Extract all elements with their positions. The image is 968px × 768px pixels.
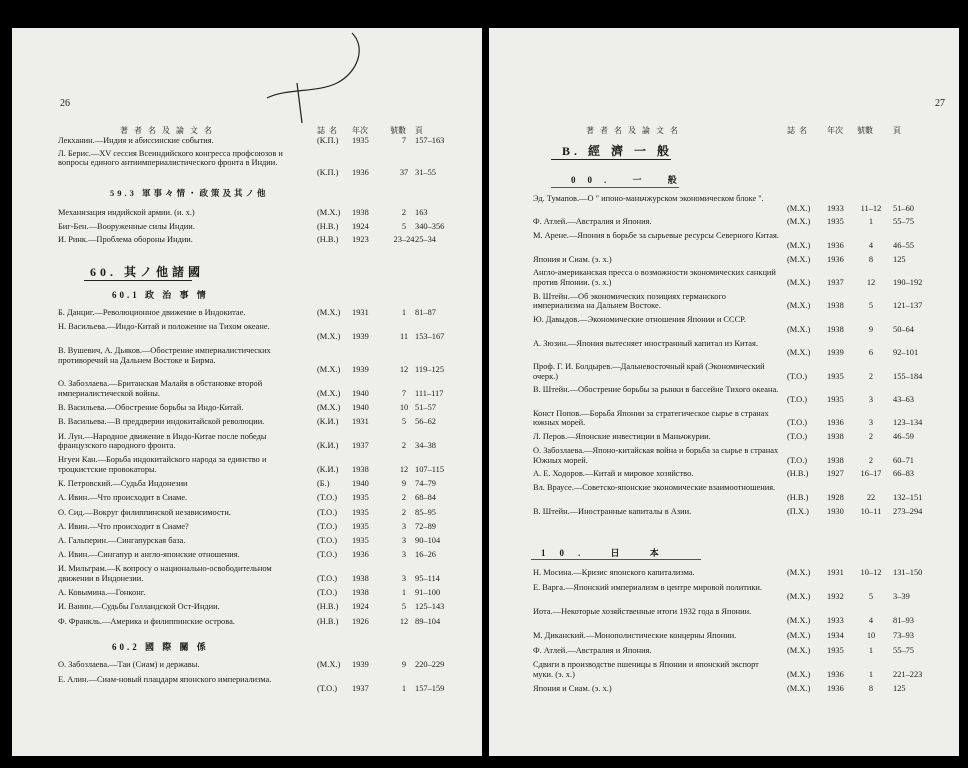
entry-title: Е. Варга.—Японский империализм в центре мировой политики. [533,582,762,592]
entry-issue: 5 [868,301,874,311]
entry-title: А. Ивин.—Что происходит в Сиаме. [58,493,188,503]
entry-title: И. Лун.—Народное движение в Индо-Китае после победы французского народного фронта. [58,431,267,451]
entry-source: (Т.О.) [317,550,338,560]
entry-pages: 51–60 [893,203,914,213]
entry-issue: 5 [868,592,874,602]
entry-issue: 12 [399,365,409,375]
entry-source: (М.Х.) [787,631,811,640]
entry-pages: 60–71 [893,455,914,465]
entry-year: 1935 [827,645,844,655]
entry-source: (Н.В.) [317,235,339,245]
entry-issue: 2 [401,493,407,503]
entry-title: И. Ванин.—Судьбы Голландской Ост-Индии. [58,602,220,612]
entry-title: А. Ивин.—Что происходит в Сиаме? [58,521,189,531]
entry-year: 1940 [352,479,369,489]
column-header-title: 著 者 名 及 論 文 名 [586,126,680,135]
entry-issue: 6 [868,348,874,358]
column-header-title: 著 者 名 及 論 文 名 [120,126,214,135]
entry-source: (М.Х.) [787,278,811,287]
entry-pages: 273–294 [893,506,923,516]
entry-source: (М.Х.) [787,301,811,311]
entry-title: Механизация индийской армии. (и. х.) [58,208,195,217]
entry-pages: 85–95 [415,507,436,517]
entry-pages: 340–356 [415,221,445,231]
column-header-source: 誌 名 [787,126,808,135]
entry-title: К. Петровский.—Судьба Индонезии [58,479,188,489]
entry-year: 1936 [827,684,844,694]
entry-pages: 3–39 [893,592,910,602]
entry-issue: 5 [401,221,407,231]
entry-source: (М.Х.) [787,324,811,334]
entry-source: (Т.О.) [317,684,338,694]
entry-issue: 9 [868,324,874,334]
entry-issue: 37 [399,167,409,177]
entry-year: 1936 [352,550,369,560]
entry-title: М. Диканский.—Монополистические концерны Японии. [533,631,737,640]
entry-source: (Т.О.) [317,507,338,517]
entry-issue: 10 [866,631,876,640]
entry-title: М. Арене.—Япония в борьбе за сырьевые ресурсы Северного Китая. [533,231,779,241]
pencil-mark [257,28,377,128]
entry-source: (Н.В.) [317,602,339,612]
entry-title: Лекханин.—Индия и абиссинские события. [58,136,214,145]
entry-year: 1939 [827,348,844,358]
entry-pages: 31–55 [415,167,436,177]
entry-issue: 10–12 [860,568,882,577]
entry-year: 1935 [827,371,844,381]
entry-pages: 155–184 [893,371,923,381]
entry-source: (М.Х.) [787,592,811,602]
entry-pages: 55–75 [893,645,914,655]
entry-year: 1938 [827,455,844,465]
entry-title: Проф. Г. И. Болдырев.—Дальневосточный край (Экономический очерк.) [533,362,765,381]
entry-source: (М.Х.) [787,203,811,213]
entry-title: Н. Васильева.—Индо-Китай и положение на Тихом океане. [58,322,270,332]
right-page [489,28,959,756]
column-header-year: 年次 [827,126,843,135]
entry-source: (Т.О.) [317,521,338,531]
entry-source: (Н.В.) [317,221,339,231]
entry-source: (М.Х.) [317,308,341,317]
entry-pages: 73–93 [893,631,914,640]
entry-source: (Т.О.) [787,455,808,465]
entry-pages: 125 [893,254,906,264]
entry-source: (М.Х.) [787,669,811,679]
entry-title: О. Забозлаева.—Таи (Сиам) и державы. [58,660,200,669]
entry-title: Нгуен Кан.—Борьба индокитайского народа за единство и троцкистские провокаторы. [58,455,267,474]
entry-pages: 16–26 [415,550,436,560]
entry-source: (П.Х.) [787,506,809,516]
entry-year: 1938 [352,588,369,598]
entry-title: В. Штейн.—Обострение борьбы за рынки в бассейне Тихого океана. [533,385,779,395]
entry-issue: 2 [401,208,407,217]
entry-year: 1928 [827,492,844,502]
entry-year: 1935 [827,217,844,227]
entry-title: Англо-американская пресса о возможности экономических санкций против Японии. (э. х.) [533,268,776,287]
entry-pages: 125 [893,684,906,694]
entry-title: А. Гальперин.—Сингапурская база. [58,536,186,545]
entry-issue: 2 [401,441,407,451]
entry-pages: 121–137 [893,301,923,311]
entry-pages: 111–117 [415,389,444,398]
entry-issue: 3 [401,536,407,545]
column-header-year: 年次 [352,126,368,135]
section-heading: B. 經 濟 一 般 [562,144,674,158]
entry-source: (К.И.) [317,465,339,474]
entry-pages: 90–104 [415,536,441,545]
entry-pages: 89–104 [415,616,441,626]
entry-year: 1936 [352,167,369,177]
entry-pages: 190–192 [893,278,923,287]
entry-issue: 3 [401,550,407,560]
entry-issue: 10 [399,403,409,413]
section-heading: 60. 其ノ他諸國 [90,265,205,279]
entry-source: (Т.О.) [787,418,808,428]
entry-issue: 1 [868,217,874,227]
entry-pages: 50–64 [893,324,914,334]
entry-year: 1936 [827,418,844,428]
subsection-heading: 00. 一 般 [571,175,689,185]
entry-source: (М.Х.) [787,348,811,358]
entry-issue: 3 [868,395,874,404]
entry-pages: 92–101 [893,348,919,358]
entry-source: (М.Х.) [787,684,811,694]
subsection-underline [551,187,679,188]
entry-title: В. Вушевич, А. Дьяков.—Обострение империалистических противоречий на Дальнем Востоке и Бирма. [58,346,271,365]
entry-year: 1939 [352,660,369,669]
entry-title: В. Васильева.—Обострение борьбы за Индо-Китай. [58,403,244,413]
entry-pages: 163 [415,208,428,217]
entry-pages: 56–62 [415,417,436,427]
entry-title: Вл. Враусе.—Советско-японские экономические взаимоотношения. [533,483,776,493]
entry-source: (М.Х.) [787,217,811,227]
entry-source: (Б.) [317,479,330,489]
entry-title: О. Забозлаева.—Британская Малайя в обстановке второй империалистической войны. [58,379,263,398]
entry-title: Н. Мосина.—Кризис японского капитализма. [533,568,695,577]
entry-year: 1933 [827,203,844,213]
entry-title: А. Е. Ходоров.—Китай и мировое хозяйство. [533,469,694,479]
entry-pages: 157–163 [415,136,445,145]
entry-title: Л. Перов.—Японские инвестиции в Маньчжурии. [533,432,711,442]
entry-year: 1936 [827,669,844,679]
subsection-underline [531,559,701,560]
entry-year: 1937 [827,278,844,287]
entry-pages: 81–93 [893,616,914,626]
entry-source: (Т.О.) [787,395,808,404]
entry-title: И. Мильграм.—К вопросу о национально-освободительном движении в Индонезии. [58,564,272,583]
entry-title: Е. Алин.—Сиам-новый плацдарм японского империализма. [58,674,272,684]
entry-pages: 51–57 [415,403,436,413]
entry-source: (К.И.) [317,417,339,427]
entry-issue: 10–11 [860,506,882,516]
entry-source: (Н.В.) [787,469,809,479]
entry-year: 1938 [352,208,369,217]
entry-issue: 4 [868,240,874,250]
entry-year: 1936 [827,240,844,250]
entry-pages: 68–84 [415,493,436,503]
section-underline [551,159,671,160]
entry-year: 1938 [352,574,369,583]
entry-source: (М.Х.) [317,389,341,398]
entry-issue: 2 [401,507,407,517]
entry-year: 1937 [352,441,369,451]
entry-title: В. Штейн.—Об экономических позициях германского империализма на Дальнем Востоке. [533,291,726,311]
entry-source: (Т.О.) [787,432,808,442]
entry-pages: 81–87 [415,308,436,317]
entry-pages: 220–229 [415,660,445,669]
entry-pages: 123–134 [893,418,923,428]
entry-source: (Н.В.) [787,492,809,502]
entry-title: О. Сид.—Вокруг филиппинской независимости. [58,507,231,517]
subsection-heading: 60.2 國 際 關 係 [112,642,209,652]
entry-source: (М.Х.) [787,254,811,264]
entry-issue: 1 [868,669,874,679]
entry-pages: 46–55 [893,240,914,250]
entry-issue: 2 [868,432,874,442]
entry-pages: 132–151 [893,492,923,502]
entry-source: (К.И.) [317,441,339,451]
entry-title: Б. Данциг.—Революционное движение в Индокитае. [58,308,246,317]
entry-source: (Т.О.) [317,588,338,598]
entry-year: 1939 [352,365,369,375]
entry-title: Ф. Атлей.—Австралия и Япония. [533,645,652,655]
entry-source: (Т.О.) [317,574,338,583]
entry-year: 1923 [352,235,369,245]
entry-pages: 66–83 [893,469,914,479]
entry-issue: 12 [399,465,409,474]
entry-year: 1927 [827,469,844,479]
entry-pages: 34–38 [415,441,436,451]
entry-source: (М.Х.) [317,208,341,217]
entry-title: Биг-Бен.—Вооруженные силы Индии. [58,221,195,231]
section-underline [84,280,192,281]
column-header-source: 誌 名 [317,126,338,135]
entry-year: 1935 [352,136,369,145]
entry-year: 1932 [827,592,844,602]
column-header-issue: 號數 [857,126,873,135]
entry-pages: 72–89 [415,521,436,531]
left-page [12,28,482,756]
entry-year: 1937 [352,684,369,694]
entry-source: (К.П.) [317,167,339,177]
entry-year: 1935 [352,493,369,503]
entry-title: И. Ринк.—Проблема обороны Индии. [58,235,193,245]
entry-year: 1938 [827,301,844,311]
entry-issue: 1 [868,645,874,655]
entry-year: 1935 [352,536,369,545]
entry-title: Л. Берис.—XV сессия Всеиндийского конгресса профсоюзов и вопросы единого антиимпериалистического фронта в Индии. [58,148,283,168]
entry-issue: 5 [401,602,407,612]
entry-year: 1934 [827,631,844,640]
entry-title: Ю. Давыдов.—Экономические отношения Японии и СССР. [533,315,746,325]
entry-source: (Т.О.) [787,371,808,381]
entry-issue: 11–12 [860,203,882,213]
entry-issue: 7 [401,389,407,398]
entry-issue: 3 [868,418,874,428]
entry-issue: 12 [399,616,409,626]
entry-pages: 25–34 [415,235,436,245]
entry-source: (М.Х.) [787,568,811,577]
entry-title: Япония и Сиам. (э. х.) [533,254,612,264]
entry-year: 1926 [352,616,369,626]
entry-pages: 157–159 [415,684,445,694]
entry-source: (М.Х.) [787,616,811,626]
entry-year: 1924 [352,602,369,612]
subsection-heading: 59.3 軍事々情・政策及其ノ他 [110,188,269,198]
entry-issue: 2 [868,455,874,465]
entry-source: (М.Х.) [787,240,811,250]
entry-title: А. Ивин.—Сингапур и англо-японские отношения. [58,550,240,560]
entry-title: Эд. Тумапов.—О " ипоно-маньчжурском экономическом блоке ". [533,194,764,203]
entry-title: Конст Попов.—Борьба Японии за стратегическое сырье в странах южных морей. [533,408,769,428]
entry-issue: 1 [401,308,407,317]
entry-source: (М.Х.) [317,660,341,669]
entry-year: 1935 [352,521,369,531]
entry-year: 1938 [827,432,844,442]
entry-year: 1931 [352,308,369,317]
entry-pages: 91–100 [415,588,441,598]
entry-title: Япония и Сиам. (э. х.) [533,684,612,694]
entry-issue: 9 [401,660,407,669]
entry-issue: 23–24 [393,235,415,245]
entry-year: 1938 [352,465,369,474]
entry-year: 1939 [352,331,369,341]
page-number: 27 [935,98,945,109]
entry-pages: 125–143 [415,602,445,612]
entry-year: 1935 [827,395,844,404]
entry-pages: 153–167 [415,331,445,341]
entry-issue: 22 [866,492,876,502]
entry-issue: 1 [401,588,407,598]
entry-source: (М.Х.) [787,645,811,655]
entry-pages: 119–125 [415,365,445,375]
entry-pages: 74–79 [415,479,436,489]
entry-issue: 7 [401,136,407,145]
entry-source: (К.П.) [317,136,339,145]
entry-source: (М.Х.) [317,331,341,341]
entry-issue: 8 [868,684,874,694]
entry-pages: 43–63 [893,395,914,404]
entry-issue: 1 [401,684,407,694]
subsection-heading: 10. 日 本 [541,548,673,558]
entry-title: Ф. Франкль.—Америка и филиппинские острова. [58,616,235,626]
entry-pages: 95–114 [415,574,440,583]
column-header-issue: 號數 [390,126,406,135]
entry-source: (Т.О.) [317,493,338,503]
entry-year: 1940 [352,403,369,413]
entry-issue: 5 [401,417,407,427]
entry-year: 1933 [827,616,844,626]
entry-issue: 2 [868,371,874,381]
entry-title: В. Васильева.—В преддверии индокитайской революции. [58,417,265,427]
entry-issue: 4 [868,616,874,626]
entry-pages: 46–59 [893,432,914,442]
entry-title: Иота.—Некоторые хозяйственные итоги 1932 года в Японии. [533,606,752,616]
entry-issue: 8 [868,254,874,264]
entry-year: 1935 [352,507,369,517]
entry-source: (М.Х.) [317,365,341,375]
entry-source: (Т.О.) [317,536,338,545]
subsection-heading: 60.1 政 治 事 情 [112,290,209,300]
entry-pages: 107–115 [415,465,445,474]
entry-title: О. Забозлаева.—Японо-китайская война и борьба за сырье в странах Южных морей. [533,446,779,465]
entry-issue: 9 [401,479,407,489]
entry-year: 1931 [827,568,844,577]
entry-year: 1938 [827,324,844,334]
entry-title: А. Зюзин.—Япония вытесняет иностранный капитал из Китая. [533,338,758,348]
entry-pages: 55–75 [893,217,914,227]
entry-pages: 131–150 [893,568,923,577]
entry-issue: 11 [399,331,409,341]
entry-year: 1924 [352,221,369,231]
entry-source: (Н.В.) [317,616,339,626]
entry-title: Ф. Атлей.—Австралия и Япония. [533,217,652,227]
entry-year: 1940 [352,389,369,398]
entry-issue: 16–17 [860,469,882,479]
column-header-pages: 頁 [415,126,425,135]
entry-pages: 221–223 [893,669,923,679]
entry-issue: 3 [401,521,407,531]
entry-issue: 3 [401,574,407,583]
entry-issue: 12 [866,278,876,287]
entry-year: 1930 [827,506,844,516]
entry-year: 1931 [352,417,369,427]
page-number: 26 [60,98,70,109]
entry-title: В. Штейн.—Иностранные капиталы в Азии. [533,506,692,516]
entry-source: (М.Х.) [317,403,341,413]
column-header-pages: 頁 [893,126,903,135]
entry-title: Сдвиги в производстве пшеницы в Японии и японский экспорт муки. (э. х.) [533,660,759,679]
entry-title: А. Ковымина.—Гонконг. [58,588,146,598]
entry-year: 1936 [827,254,844,264]
